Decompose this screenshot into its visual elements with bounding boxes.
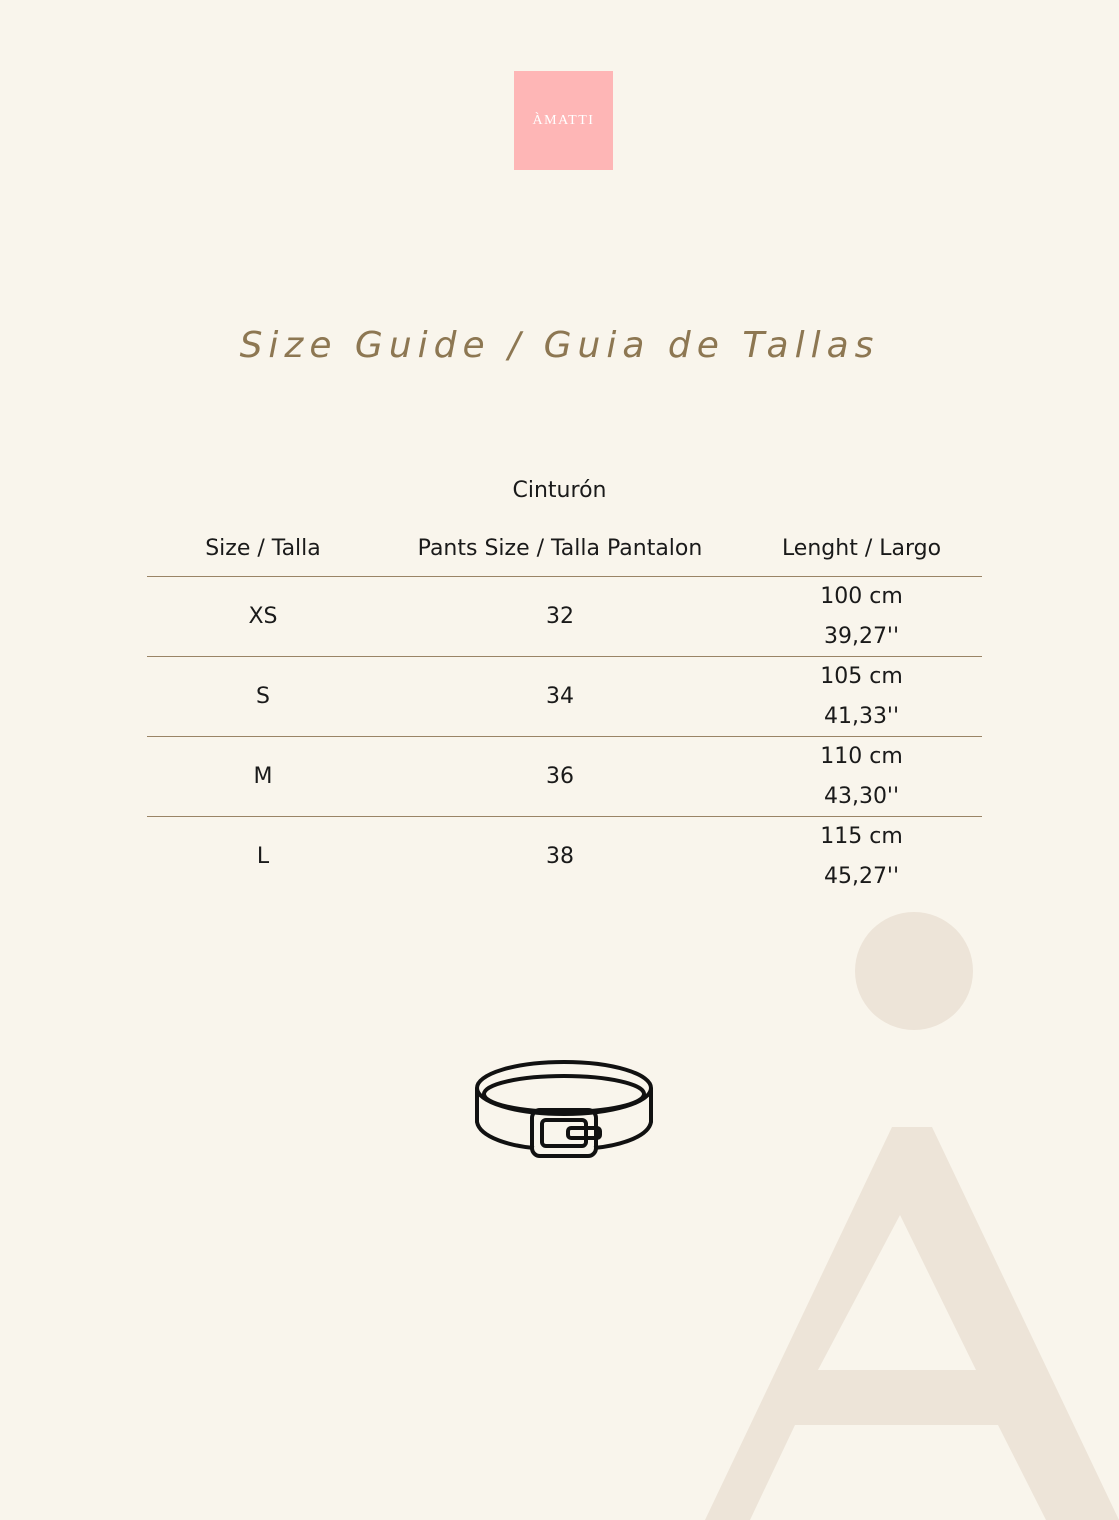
- table-header-row: [147, 520, 982, 577]
- length-in: 39,27'': [823, 623, 900, 649]
- cell-length: [741, 657, 982, 737]
- cell-pants-size: 32: [546, 604, 574, 629]
- table-row: [147, 817, 982, 896]
- page-title: Size Guide / Guia de Tallas: [239, 325, 880, 366]
- size-table: [147, 520, 982, 896]
- length-cm: 115 cm: [820, 823, 903, 849]
- table-row: [147, 657, 982, 737]
- cell-size: XS: [248, 604, 278, 629]
- header-length: Lenght / Largo: [781, 535, 942, 561]
- cell-size: S: [256, 684, 270, 709]
- cell-length: [741, 577, 982, 657]
- watermark-dot: [855, 912, 973, 1030]
- table-category: Cinturón: [512, 478, 607, 503]
- length-in: 43,30'': [823, 783, 900, 809]
- cell-pants-size: 38: [546, 844, 574, 869]
- cell-length: [741, 817, 982, 897]
- brand-logo-text: ÀMATTI: [532, 112, 595, 128]
- length-cm: 110 cm: [820, 743, 903, 769]
- cell-pants-size: 34: [546, 684, 574, 709]
- table-row: [147, 577, 982, 657]
- cell-size: L: [256, 844, 270, 869]
- header-pants-size: Pants Size / Talla Pantalon: [417, 535, 703, 561]
- cell-length: [741, 737, 982, 817]
- cell-pants-size: 36: [546, 764, 574, 789]
- cell-size: M: [253, 764, 273, 789]
- length-in: 45,27'': [823, 863, 900, 889]
- header-size: Size / Talla: [205, 535, 321, 561]
- belt-icon: [472, 1058, 656, 1162]
- table-row: [147, 737, 982, 817]
- brand-logo: [514, 71, 613, 170]
- length-cm: 105 cm: [820, 663, 903, 689]
- length-in: 41,33'': [823, 703, 900, 729]
- length-cm: 100 cm: [820, 583, 903, 609]
